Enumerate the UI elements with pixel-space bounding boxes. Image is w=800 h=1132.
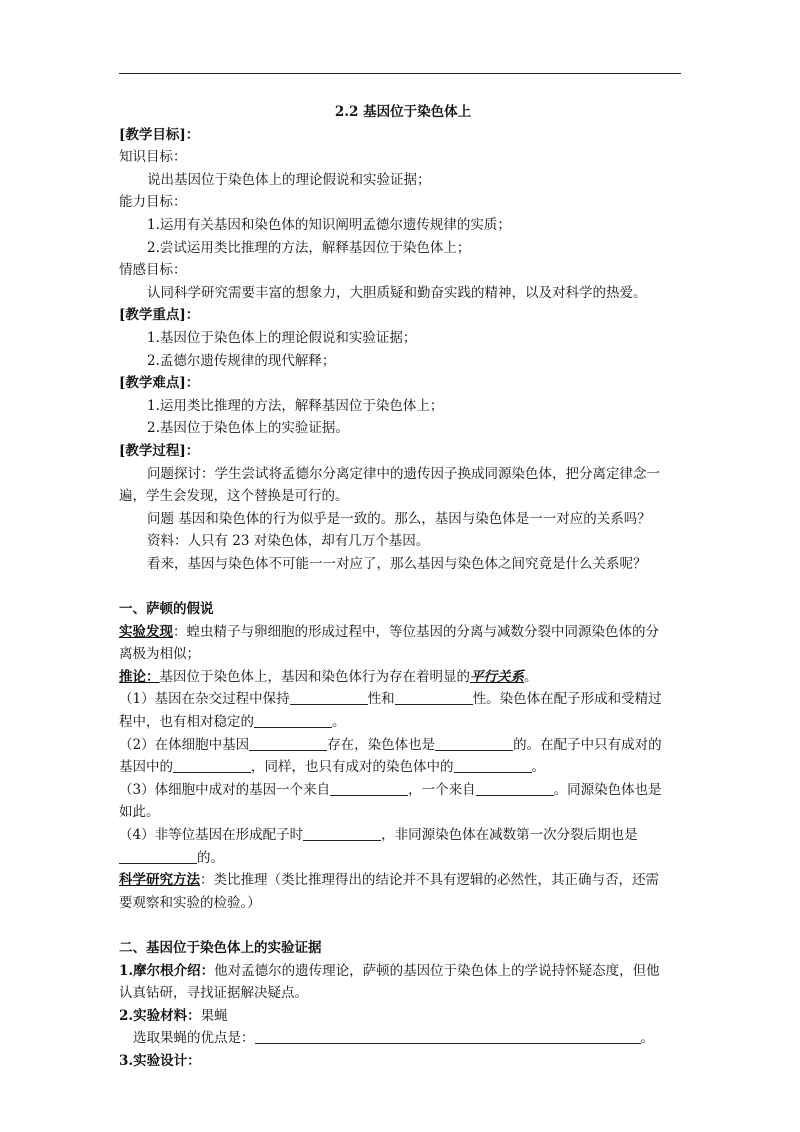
morgan-label: 1.摩尔根介绍： <box>119 962 215 979</box>
ability-label: 能力目标： <box>119 194 187 211</box>
inference-end: 。 <box>524 668 538 685</box>
method-text-b: 要观察和实验的检验。） <box>119 894 261 911</box>
q2-text-b: 存在，染色体也是 <box>327 736 436 753</box>
difficulty-1: 1.运用类比推理的方法，解释基因位于染色体上； <box>147 397 444 414</box>
material-text: 果蝇 <box>200 1007 228 1024</box>
q2-text-e: ，同样，也只有成对的染色体中的 <box>251 759 454 776</box>
q3-text-d: 如此。 <box>119 804 160 821</box>
q1-text-c: 性。染色体在配子形成和受精过 <box>472 691 662 708</box>
ability-item-1: 1.运用有关基因和染色体的知识阐明孟德尔遗传规律的实质； <box>147 216 511 233</box>
header-rule <box>119 73 681 74</box>
process-para-4: 看来，基因与染色体不可能一一对应了，那么基因与染色体之间究竟是什么关系呢？ <box>147 555 647 572</box>
process-heading: [教学过程]： <box>119 442 200 459</box>
fill-blank[interactable] <box>303 826 381 841</box>
q2-text-f: 。 <box>531 759 545 776</box>
question-1-line-a <box>119 688 687 711</box>
document-body <box>119 101 687 1073</box>
ability-item-2: 2.尝试运用类比推理的方法，解释基因位于染色体上； <box>147 239 471 256</box>
fill-blank[interactable] <box>454 758 532 773</box>
key-points-heading: [教学重点]： <box>119 307 200 324</box>
process-para-1b: 遍，学生会发现，这个替换是可行的。 <box>119 488 349 505</box>
morgan-line-a <box>119 960 687 983</box>
design-label: 3.实验设计： <box>119 1052 201 1069</box>
q2-text-d: 基因中的 <box>119 759 173 776</box>
difficulties-heading: [教学难点]： <box>119 375 200 392</box>
material-label: 2.实验材料： <box>119 1007 201 1024</box>
question-2-line-b <box>119 756 687 779</box>
discovery-text-a: ：蝗虫精子与卵细胞的形成过程中，等位基因的分离与减数分裂中同源染色体的分 <box>173 623 659 640</box>
fill-blank[interactable] <box>249 736 327 751</box>
discovery-text-b: 离极为相似； <box>119 646 200 663</box>
knowledge-item: 说出基因位于染色体上的理论假说和实验证据； <box>147 171 431 188</box>
process-para-2: 问题 基因和染色体的行为似乎是一致的。那么，基因与染色体是一一对应的关系吗？ <box>147 510 651 527</box>
method-line-a <box>119 869 687 892</box>
fill-blank[interactable] <box>476 781 554 796</box>
fill-blank[interactable] <box>255 1029 641 1044</box>
q4-text-b: ，非同源染色体在减数第一次分裂后期也是 <box>381 827 638 843</box>
process-para-1a: 问题探讨：学生尝试将孟德尔分离定律中的遗传因子换成同源染色体，把分离定律念一 <box>147 465 660 482</box>
advantage-question: 选取果蝇的优点是： <box>133 1030 255 1047</box>
q4-text-a: （4）非等位基因在形成配子时 <box>119 827 304 843</box>
knowledge-label: 知识目标： <box>119 149 187 166</box>
section-2-heading: 二、基因位于染色体上的实验证据 <box>119 939 322 956</box>
discovery-label: 实验发现 <box>119 623 173 640</box>
page-title: 2.2 基因位于染色体上 <box>334 104 472 120</box>
parallel-relation: 平行关系 <box>470 668 524 685</box>
q2-text-a: （2）在体细胞中基因 <box>119 736 250 753</box>
fill-blank[interactable] <box>395 690 473 705</box>
q1-text-b: 性和 <box>367 691 395 708</box>
fruitfly-advantage-line <box>119 1027 687 1050</box>
q2-text-c: 的。在配子中只有成对的 <box>513 736 662 753</box>
q3-text-c: 。同源染色体也是 <box>553 781 662 798</box>
q1-text-e: 。 <box>332 714 346 731</box>
method-text-a: ：类比推理（类比推理得出的结论并不具有逻辑的必然性，其正确与否，还需 <box>200 872 659 889</box>
process-para-3: 资料：人只有 23 对染色体，却有几万个基因。 <box>147 533 430 550</box>
morgan-text-a: 他对孟德尔的遗传理论，萨顿的基因位于染色体上的学说持怀疑态度，但他 <box>214 962 660 979</box>
discovery-line-a <box>119 621 687 644</box>
question-4-line-b <box>119 847 687 870</box>
objectives-heading: [教学目标]： <box>119 126 200 143</box>
q4-text-c: 的。 <box>197 849 224 866</box>
fill-blank[interactable] <box>119 849 197 864</box>
difficulty-2: 2.基因位于染色体上的实验证据。 <box>147 420 349 437</box>
section-1-heading: 一、萨顿的假说 <box>119 601 214 618</box>
emotion-item: 认同科学研究需要丰富的想象力，大胆质疑和勤奋实践的精神，以及对科学的热爱。 <box>147 284 647 301</box>
inference-label: 推论： <box>119 668 160 685</box>
q3-text-b: ，一个来自 <box>408 781 476 798</box>
fill-blank[interactable] <box>435 736 513 751</box>
advantage-end: 。 <box>640 1030 654 1047</box>
fill-blank[interactable] <box>330 781 408 796</box>
q3-text-a: （3）体细胞中成对的基因一个来自 <box>119 781 331 798</box>
q1-text-a: （1）基因在杂交过程中保持 <box>119 691 290 708</box>
key-point-2: 2.孟德尔遗传规律的现代解释； <box>147 352 336 369</box>
q1-text-d: 程中，也有相对稳定的 <box>119 714 254 731</box>
fill-blank[interactable] <box>254 713 332 728</box>
question-4-line-a <box>119 824 687 847</box>
question-1-line-b <box>119 711 687 734</box>
material-line <box>119 1005 687 1028</box>
inference-line <box>119 666 687 689</box>
fill-blank[interactable] <box>290 690 368 705</box>
emotion-label: 情感目标： <box>119 262 187 279</box>
fill-blank[interactable] <box>173 758 251 773</box>
question-2-line-a <box>119 734 687 757</box>
key-point-1: 1.基因位于染色体上的理论假说和实验证据； <box>147 329 417 346</box>
question-3-line-a <box>119 779 687 802</box>
inference-text: 基因位于染色体上，基因和染色体行为存在着明显的 <box>159 668 470 685</box>
morgan-text-b: 认真钻研，寻找证据解决疑点。 <box>119 985 308 1002</box>
method-label: 科学研究方法 <box>119 872 200 889</box>
